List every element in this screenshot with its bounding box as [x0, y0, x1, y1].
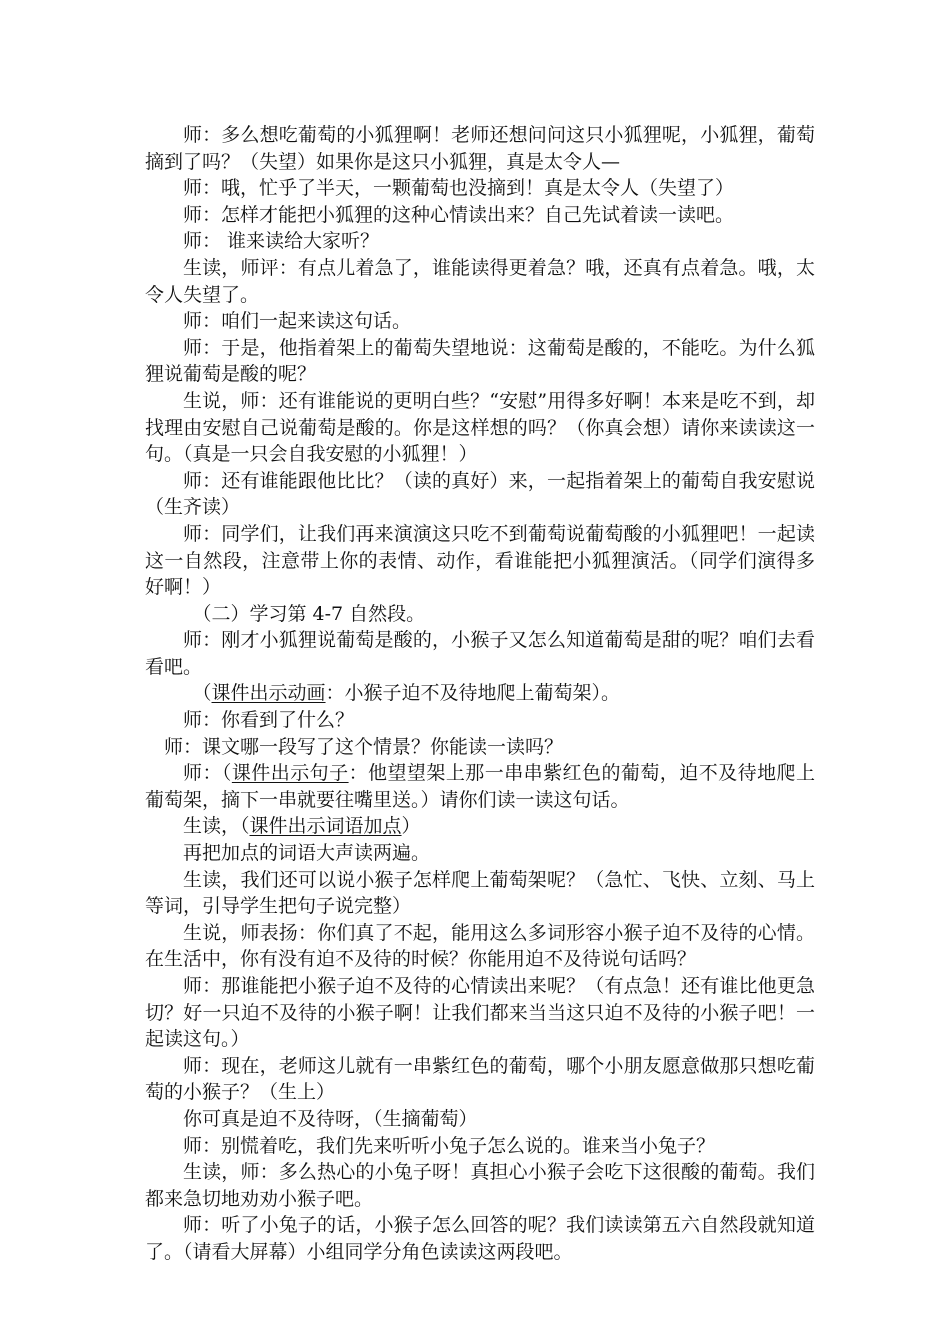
paragraph: 师：还有谁能跟他比比？（读的真好）来，一起指着架上的葡萄自我安慰说（生齐读） [145, 469, 815, 519]
paragraph-text-pre: （ [192, 682, 212, 705]
paragraph: 师：怎样才能把小狐狸的这种心情读出来？自己先试着读一读吧。 [183, 203, 735, 226]
document-page [145, 122, 815, 1266]
underlined-courseware-note: 课件出示句子 [231, 762, 349, 785]
underlined-courseware-note: 课件出示动画 [211, 682, 326, 705]
paragraph: 师：哦，忙乎了半天，一颗葡萄也没摘到！真是太令人（失望了） [183, 177, 735, 200]
paragraph: 生读，师评：有点儿着急了，谁能读得更着急？哦，还真有点着急。哦，太令人失望了。 [145, 256, 815, 306]
paragraph: 师：别慌着吃，我们先来听听小兔子怎么说的。谁来当小兔子？ [183, 1134, 716, 1157]
paragraph: （二）学习第 4-7 自然段。 [192, 602, 426, 625]
paragraph: 师：听了小兔子的话，小猴子怎么回答的呢？我们读读第五六自然段就知道了。（请看大屏幕）小组同学分角色读读这两段吧。 [145, 1214, 815, 1263]
paragraph: 再把加点的词语大声读两遍。 [183, 842, 431, 865]
paragraph [145, 680, 815, 707]
paragraph: 师：咱们一起来读这句话。 [183, 310, 412, 333]
paragraph: 师： 谁来读给大家听？ [183, 230, 380, 253]
paragraph: 生读，我们还可以说小猴子怎样爬上葡萄架呢？（急忙、飞快、立刻、马上等词，引导学生把句子说完整） [145, 868, 815, 918]
paragraph: 师：那谁能把小猴子迫不及待的心情读出来呢？（有点急！还有谁比他更急切？好一只迫不及待的小猴子啊！让我们都来当当这只迫不及待的小猴子吧！一起读这句。） [145, 975, 815, 1051]
paragraph: 师：刚才小狐狸说葡萄是酸的，小猴子又怎么知道葡萄是甜的呢？咱们去看看吧。 [145, 629, 815, 678]
paragraph: 生说，师：还有谁能说的更明白些？“安慰”用得多好啊！本来是吃不到，却找理由安慰自己说葡萄是酸的。你是这样想的吗？（你真会想）请你来读读这一句。（真是一只会自我安慰的小狐狸！） [145, 389, 815, 466]
paragraph: 师：课文哪一段写了这个情景？你能读一读吗？ [164, 735, 564, 758]
paragraph-text-post: ：他望望架上那一串串紫红色的葡萄，迫不及待地爬上葡萄架，摘下一串就要往嘴里送。）请你们读一读这句话。 [145, 762, 815, 811]
paragraph [145, 813, 815, 840]
paragraph: 师：于是，他指着架上的葡萄失望地说：这葡萄是酸的，不能吃。为什么狐狸说葡萄是酸的呢？ [145, 336, 815, 386]
paragraph: 你可真是迫不及待呀，（生摘葡萄） [183, 1107, 478, 1130]
underlined-courseware-note: 课件出示词语加点 [249, 815, 402, 838]
paragraph: 生读，师：多么热心的小兔子呀！真担心小猴子会吃下这很酸的葡萄。我们都来急切地劝劝小猴子吧。 [145, 1161, 815, 1210]
paragraph-text-pre: 师：（ [183, 762, 232, 785]
paragraph: 生说，师表扬：你们真了不起，能用这么多词形容小猴子迫不及待的心情。在生活中，你有没有迫不及待的时候？你能用迫不及待说句话吗？ [145, 921, 815, 971]
paragraph: 师：同学们，让我们再来演演这只吃不到葡萄说葡萄酸的小狐狸吧！一起读这一自然段，注意带上你的表情、动作，看谁能把小狐狸演活。（同学们演得多好啊！） [145, 522, 815, 599]
paragraph: 师：现在，老师这儿就有一串紫红色的葡萄，哪个小朋友愿意做那只想吃葡萄的小猴子？（生上） [145, 1054, 815, 1104]
paragraph-text-post: ：小猴子迫不及待地爬上葡萄架）。 [325, 682, 621, 705]
paragraph: 师：你看到了什么？ [183, 709, 355, 732]
paragraph [145, 760, 815, 813]
paragraph: 师：多么想吃葡萄的小狐狸啊！老师还想问问这只小狐狸呢，小狐狸，葡萄摘到了吗？（失望）如果你是这只小狐狸，真是太令人— [145, 124, 815, 173]
paragraph-text-pre: 生读，（ [183, 815, 250, 838]
paragraph-text-post: ） [401, 815, 421, 838]
